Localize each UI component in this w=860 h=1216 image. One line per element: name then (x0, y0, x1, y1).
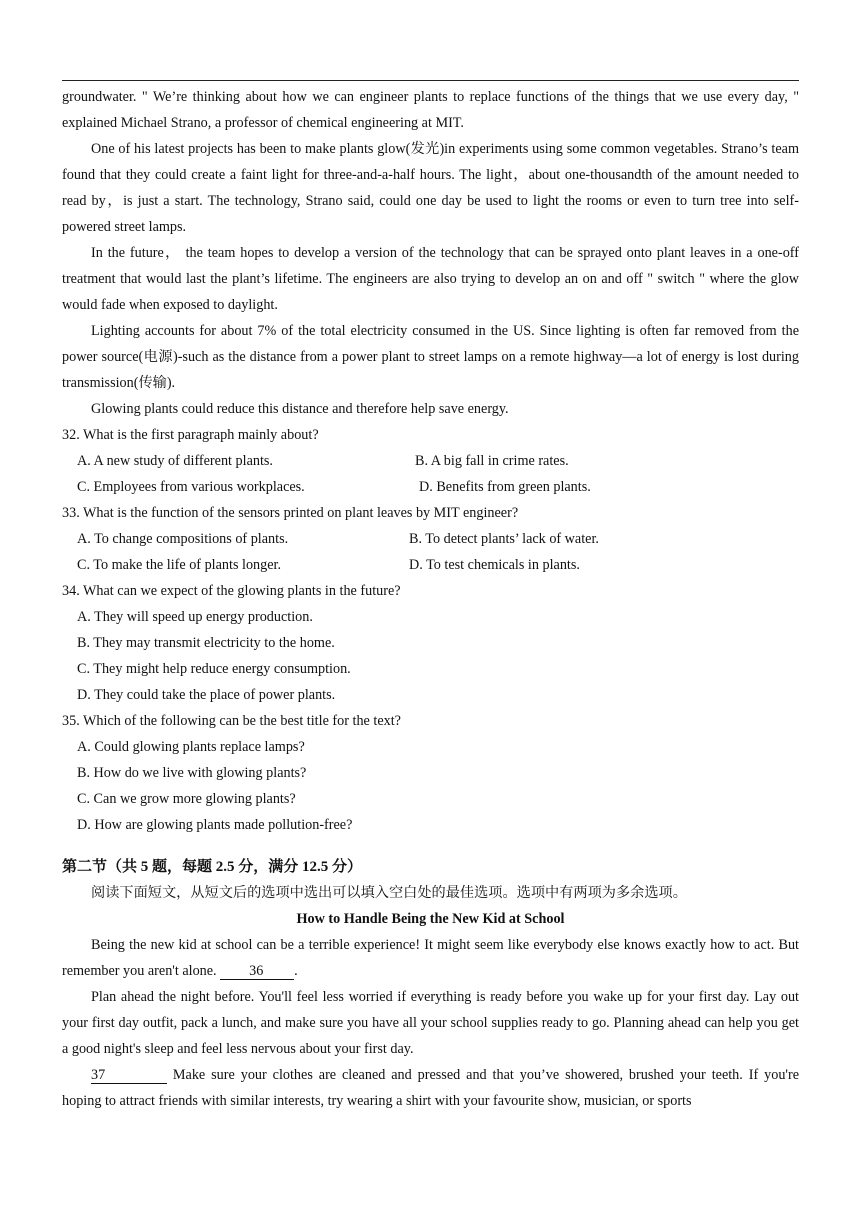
option-b: B. They may transmit electricity to the home. (77, 635, 335, 651)
cloze-text: . (294, 963, 298, 979)
question-stem: 35. Which of the following can be the best title for the text? (62, 713, 401, 729)
passage-paragraph-3: In the future， the team hopes to develop a version of the technology that can be sprayed onto plant leaves in a one-off treatment that would last the plant’s lifetime. The engineers are also trying to develop an on and off " switch " where the glow would fade when exposed to daylight. (62, 245, 799, 313)
cloze-text: Make sure your clothes are cleaned and pressed and that you’ve showered, brushed your teeth. If you're hoping to attract friends with similar interests, try wearing a shirt with your favourite show, musician, or sports (62, 1067, 799, 1109)
option-a: A. They will speed up energy production. (77, 609, 313, 625)
option-a: A. A new study of different plants. (77, 453, 273, 469)
section-instruction: 阅读下面短文，从短文后的选项中选出可以填入空白处的最佳选项。选项中有两项为多余选项。 (91, 885, 687, 901)
header-rule (62, 80, 799, 81)
blank-37: 37 (91, 1067, 167, 1084)
question-stem: 32. What is the first paragraph mainly about? (62, 427, 319, 443)
question-32 (62, 422, 799, 500)
option-c: C. To make the life of plants longer. (77, 557, 282, 573)
option-a: A. Could glowing plants replace lamps? (77, 739, 305, 755)
option-b: B. To detect plants’ lack of water. (409, 531, 599, 547)
blank-36: 36 (220, 963, 294, 980)
cloze-paragraph-1 (62, 932, 799, 984)
option-row (62, 526, 799, 552)
passage-paragraph-5: Glowing plants could reduce this distance and therefore help save energy. (91, 401, 509, 417)
option-d: D. They could take the place of power plants. (77, 687, 336, 703)
option-c: C. Can we grow more glowing plants? (77, 791, 296, 807)
option-d: D. To test chemicals in plants. (409, 557, 580, 573)
cloze-paragraph-2: Plan ahead the night before. You'll feel less worried if everything is ready before you wake up for your first day. Lay out your first day outfit, pack a lunch, and make sure you have all your school supplies ready to go. Planning ahead can help you get a good night's sleep and feel less nervous about your first day. (62, 989, 799, 1057)
option-d: D. Benefits from green plants. (419, 479, 591, 495)
option-b: B. How do we live with glowing plants? (77, 765, 307, 781)
option-c: C. They might help reduce energy consumption. (77, 661, 351, 677)
question-stem: 33. What is the function of the sensors printed on plant leaves by MIT engineer? (62, 505, 519, 521)
passage-paragraph-1-continued: groundwater. " We’re thinking about how we can engineer plants to replace functions of the things that we use every day, " explained Michael Strano, a professor of chemical engineering at MIT. (62, 89, 799, 131)
option-a: A. To change compositions of plants. (77, 531, 289, 547)
option-c: C. Employees from various workplaces. (77, 479, 305, 495)
cloze-text: Being the new kid at school can be a terrible experience! It might seem like everybody else knows exactly how to act. But remember you aren't alone. (62, 937, 799, 979)
question-34 (62, 578, 799, 708)
option-b: B. A big fall in crime rates. (415, 453, 569, 469)
passage-paragraph-2: One of his latest projects has been to make plants glow(发光)in experiments using some common vegetables. Strano’s team found that they could create a faint light for three-and-a-half hours. The light，about one-thousandth of the amount needed to read by，is just a start. The technology, Strano said, could one day be used to light the rooms or even to turn tree into self-powered street lamps. (62, 141, 799, 235)
passage-paragraph-4: Lighting accounts for about 7% of the total electricity consumed in the US. Since lighting is often far removed from the power source(电源)-such as the distance from a power plant to street lamps on a remote highway—a lot of energy is lost during transmission(传输). (62, 323, 799, 391)
cloze-paragraph-3 (62, 1062, 799, 1114)
question-stem: 34. What can we expect of the glowing plants in the future? (62, 583, 401, 599)
option-row (62, 474, 799, 500)
document-page (62, 80, 799, 1114)
question-35 (62, 708, 799, 838)
option-row (62, 552, 799, 578)
passage-title: How to Handle Being the New Kid at School (296, 911, 565, 927)
option-row (62, 448, 799, 474)
option-d: D. How are glowing plants made pollution-free? (77, 817, 353, 833)
question-33 (62, 500, 799, 578)
section-heading: 第二节（共 5 题，每题 2.5 分，满分 12.5 分） (62, 859, 363, 875)
